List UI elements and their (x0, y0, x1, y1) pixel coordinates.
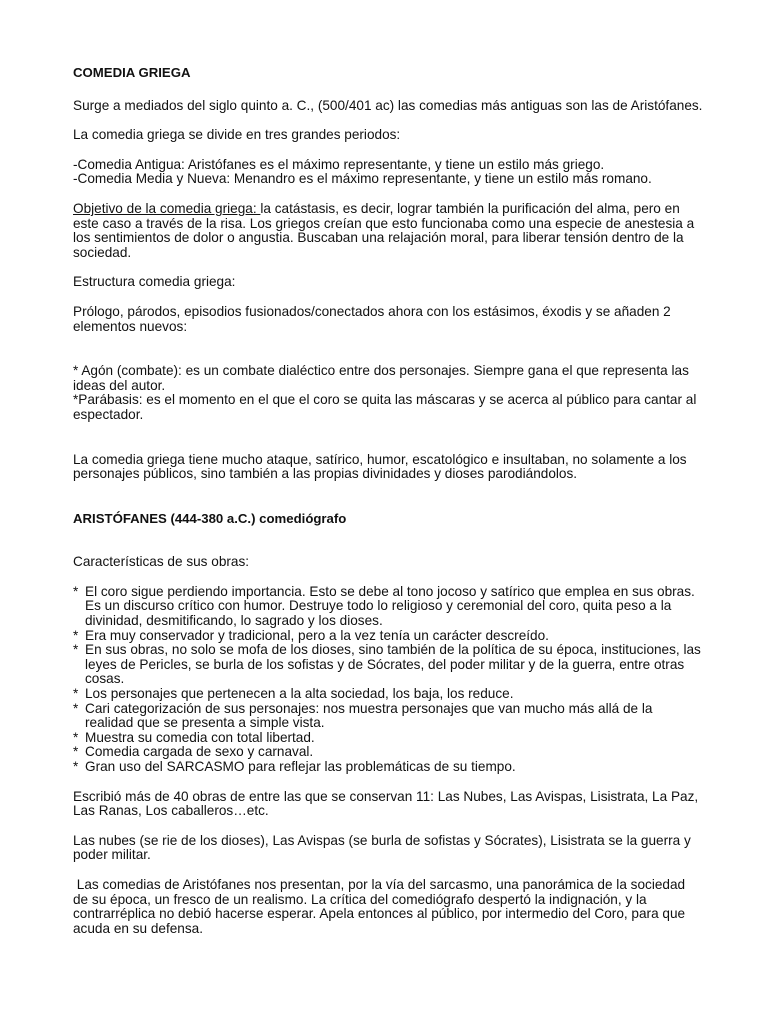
bullet-marker: * (73, 700, 79, 716)
list-item: * Cari categorización de sus personajes: nos muestra personajes que van mucho más allá de la realidad que se presenta a simple vista. (73, 700, 653, 731)
heading-aristofanes: ARISTÓFANES (444-380 a.C.) comediógrafo (73, 510, 347, 526)
features-list (73, 585, 703, 775)
list-item: * Muestra su comedia con total libertad. (73, 729, 315, 745)
intro-paragraph: Surge a mediados del siglo quinto a. C., (500/401 ac) las comedias más antiguas son las de Aristófanes. (73, 97, 703, 113)
structure-paragraph: Prólogo, párodos, episodios fusionados/conectados ahora con los estásimos, éxodis y se añaden 2 elementos nuevos: (73, 303, 671, 334)
bullet-marker: * (73, 686, 79, 702)
period-media-nueva: -Comedia Media y Nueva: Menandro es el máximo representante, y tiene un estilo más romano. (73, 171, 652, 187)
list-item: * Comedia cargada de sexo y carnaval. (73, 744, 314, 760)
features-heading: Características de sus obras: (73, 554, 250, 570)
bullet-marker: * (73, 759, 79, 774)
period-antigua: -Comedia Antigua: Aristófanes es el máximo representante, y tiene un estilo más griego. (73, 156, 605, 172)
bullet-marker: * (73, 642, 79, 658)
attack-paragraph: La comedia griega tiene mucho ataque, satírico, humor, escatológico e insultaban, no solamente a los personajes públicos, sino también a las propias divinidades y dioses parodiándolos. (73, 451, 687, 482)
objective-text: la catástasis, es decir, lograr también la purificación del alma, pero en este caso a través de la risa. Los griegos creían que esto funcionaba como una especie de anestesia a los sentimientos de dolor o angustia. Buscaban una relajación moral, para liberar tensión dentro de la sociedad. (73, 200, 695, 260)
bullet-marker: * (73, 627, 79, 643)
works-detail-paragraph: Las nubes (se rie de los dioses), Las Avispas (se burla de sofistas y Sócrates), Lisistrata se la guerra y poder militar. (73, 832, 691, 863)
list-item: * Los personajes que pertenecen a la alta sociedad, los baja, los reduce. (73, 686, 514, 702)
heading-comedia-griega: COMEDIA GRIEGA (73, 65, 191, 80)
bullet-marker: * (73, 729, 79, 745)
objective-label: Objetivo de la comedia griega: (73, 200, 261, 216)
document-page (73, 66, 703, 936)
list-item: * Era muy conservador y tradicional, pero a la vez tenía un carácter descreído. (73, 627, 549, 643)
closing-paragraph: Las comedias de Aristófanes nos presentan, por la vía del sarcasmo, una panorámica de la sociedad de su época, un fresco de un realismo. La crítica del comediógrafo despertó la indignación, y la contrarréplica no debió hacerse esperar. Apela entonces al público, por intermedio del Coro, para que acuda en su defensa. (73, 876, 689, 936)
list-item: * En sus obras, no solo se mofa de los dioses, sino también de la política de su época, instituciones, las leyes de Pericles, se burla de los sofistas y de Sócrates, del poder militar y de la guerra, entre otras cosas. (73, 642, 701, 687)
bullet-marker: * (73, 583, 79, 599)
works-paragraph: Escribió más de 40 obras de entre las que se conservan 11: Las Nubes, Las Avispas, Lisistrata, La Paz, Las Ranas, Los caballeros…etc. (73, 788, 699, 819)
periods-intro: La comedia griega se divide en tres grandes periodos: (73, 127, 401, 143)
agon-paragraph: * Agón (combate): es un combate dialéctico entre dos personajes. Siempre gana el que representa las ideas del autor. (73, 363, 689, 393)
structure-heading: Estructura comedia griega: (73, 274, 236, 290)
parabasis-paragraph: *Parábasis: es el momento en el que el coro se quita las máscaras y se acerca al público para cantar al espectador. (73, 392, 697, 422)
bullet-marker: * (73, 744, 79, 760)
list-item: * Gran uso del SARCASMO para reflejar las problemáticas de su tiempo. (73, 759, 516, 774)
objective-paragraph (73, 202, 703, 260)
list-item: * El coro sigue perdiendo importancia. Esto se debe al tono jocoso y satírico que emplea en sus obras. Es un discurso crítico con humor. Destruye todo lo religioso y ceremonial del coro, quita peso a la divinidad, desmitificando, lo sagrado y los dioses. (73, 583, 695, 629)
